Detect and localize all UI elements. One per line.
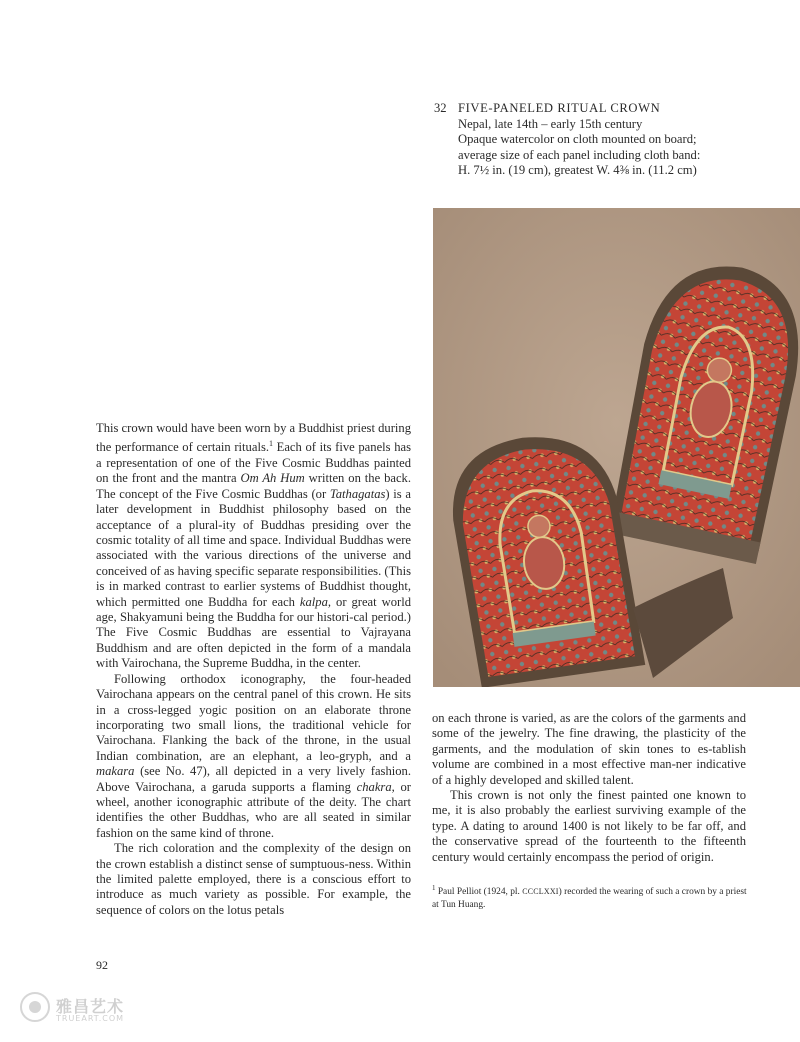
paragraph-1: This crown would have been worn by a Buddhist priest during the performance of certain rituals.$^1$ Each of its five panels has a representation of one of the Five Cosmic Buddhas painted on the front and the mantra Om Ah Hum written on the back. The concept of the Five Cosmic Buddhas (or Tathagatas) is a later development in Buddhist philosophy based on the acceptance of a plural-ity of Buddhas presiding over the cosmic totality of all time and space. Individual Buddhas were associated with the various directions of the universe and conceived of as having specific separate responsibilities. (This is in marked contrast to earlier systems of Buddhist thought, which permitted one Buddha for each kalpa, or great world age, Shakyamuni being the Buddha for our histori-cal period.) The Five Cosmic Buddhas are essential to Vajrayana Buddhism and are often depicted in the form of a mandala with Vairochana, the Supreme Buddha, in the center. bbox=[96, 421, 411, 671]
caption-line: Nepal, late 14th – early 15th century bbox=[458, 116, 643, 131]
paragraph-2: Following orthodox iconography, the four-headed Vairochana appears on the central panel of this crown. He sits in a cross-legged yogic position on an elaborate throne incorporating two small lions, the traditional vehicle for Vairochana. Flanking the back of the throne, in the usual Indian combination, are an elephant, a leo-gryph, and a makara (see No. 47), all depicted in a very lively fashion. Above Vairochana, a garuda supports a flaming chakra, or wheel, another iconographic attribute of the deity. The chart identifies the other Buddhas, who are all seated in similar fashion on the same kind of throne. bbox=[96, 671, 411, 840]
footnote: $^1$ Paul Pelliot (1924, pl. CCCLXXI) recorded the wearing of such a crown by a priest at Tun Huang. bbox=[432, 884, 747, 910]
catalog-number: 32 bbox=[434, 101, 447, 115]
caption-line: Opaque watercolor on cloth mounted on board; bbox=[458, 132, 697, 146]
caption-line: average size of each panel including cloth band: bbox=[458, 147, 701, 162]
watermark bbox=[20, 992, 160, 1032]
watermark-text: 雅昌艺术 bbox=[56, 997, 125, 1016]
paragraph-3-continued: on each throne is varied, as are the colors of the garments and some of the jewelry. The fine drawing, the plasticity of the garments, and the modulation of skin tones to es-tablish volume are combined in a most effective man-ner indicative of a highly developed and skilled talent. bbox=[432, 711, 746, 787]
crown-panels-illustration bbox=[433, 208, 800, 687]
page-number: 92 bbox=[96, 958, 108, 972]
crown-photograph bbox=[433, 208, 800, 687]
text-column-left bbox=[96, 421, 411, 918]
paragraph-3: The rich coloration and the complexity of the design on the crown establish a distinct sense of sumptuous-ness. Within the limited palette employed, there is a conscious effort to introduce as much variety as possible. For example, the sequence of colors on the lotus petals bbox=[96, 841, 411, 917]
footnote-ref[interactable]: 1 bbox=[269, 439, 273, 449]
text-column-right bbox=[432, 711, 746, 865]
caption-line: H. 7½ in. (19 cm), greatest W. 4⅜ in. (11.2 cm) bbox=[458, 163, 697, 177]
paragraph-4: This crown is not only the finest painted one known to me, it is also probably the earliest surviving example of the type. A dating to around 1400 is not likely to be far off, and the conservative spread of the fourteenth to the fifteenth century would certainly encompass the period of origin. bbox=[432, 788, 746, 864]
watermark-subtext: TRUEART.COM bbox=[56, 1014, 125, 1023]
artwork-title: FIVE-PANELED RITUAL CROWN bbox=[458, 101, 661, 115]
watermark-logo-icon bbox=[20, 992, 50, 1022]
